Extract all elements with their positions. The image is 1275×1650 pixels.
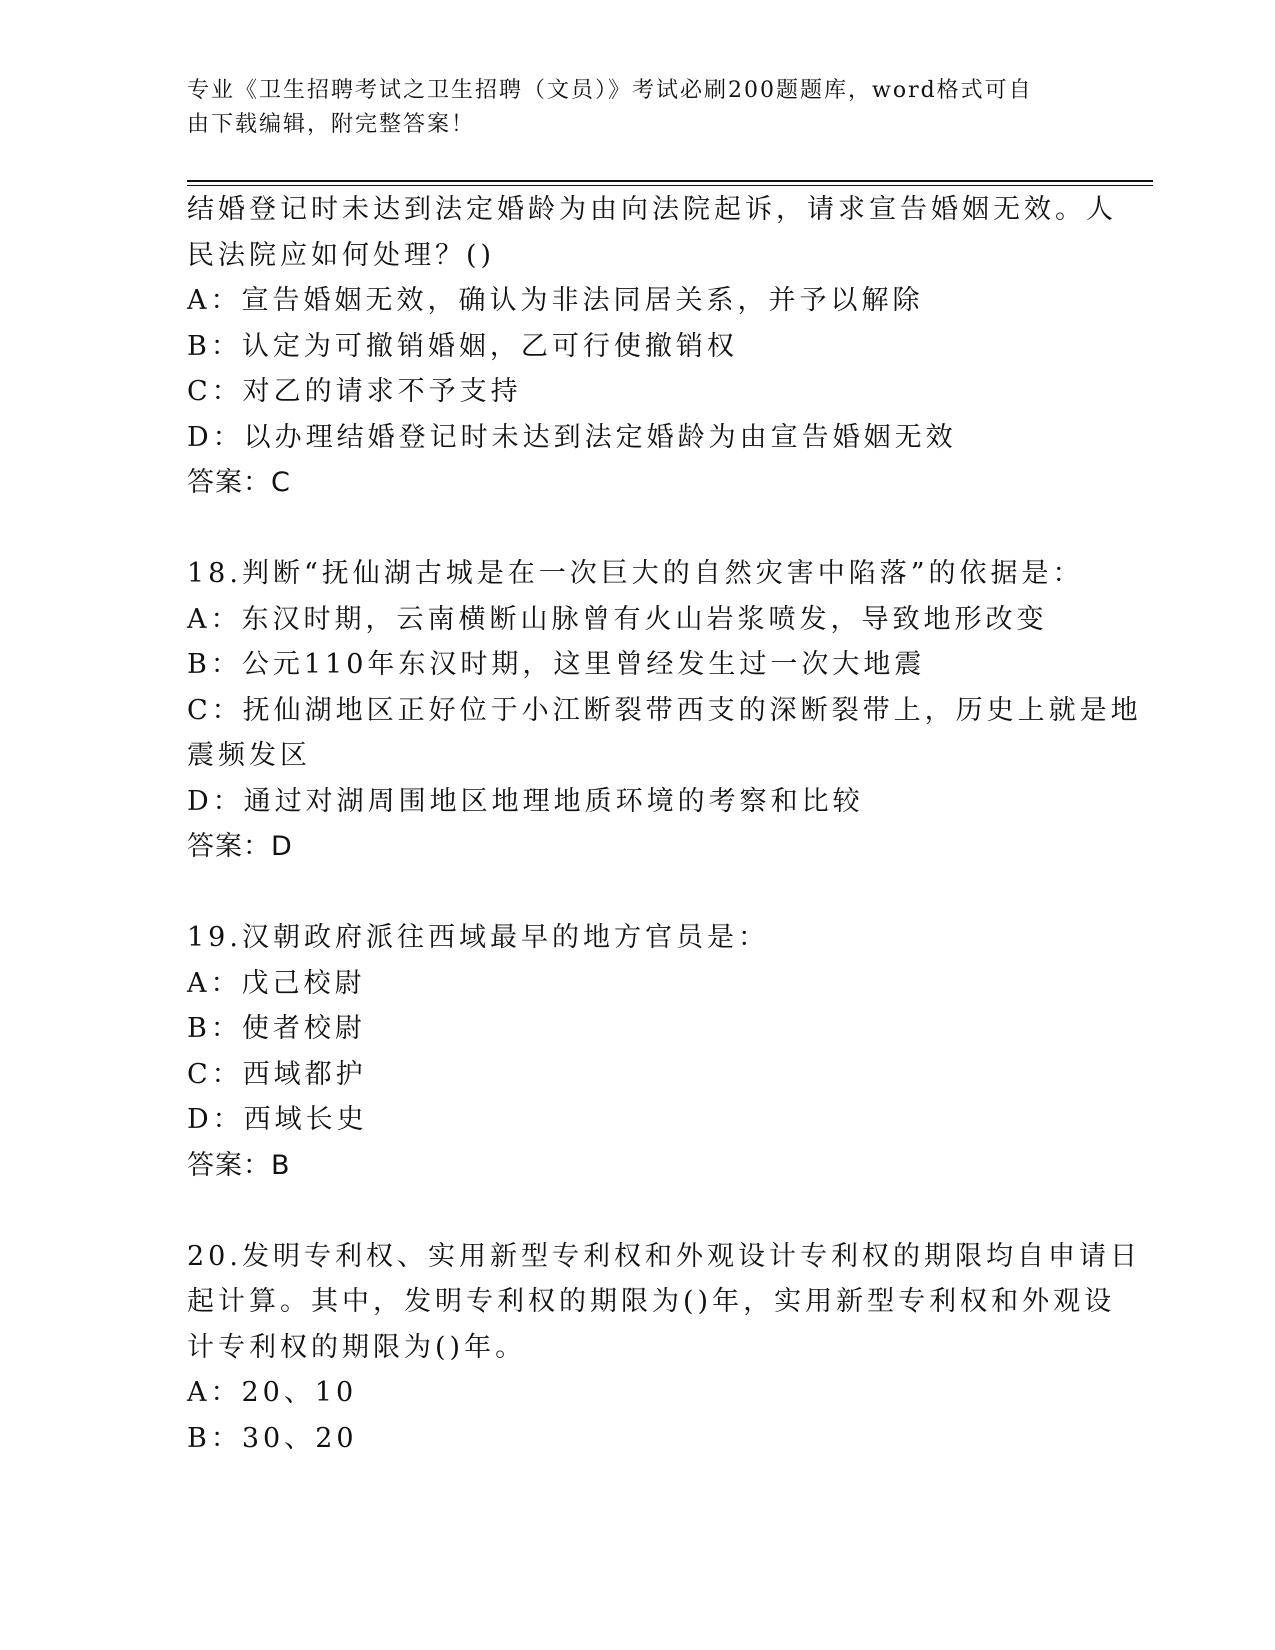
question-stem: 计专利权的期限为()年。 — [187, 1331, 527, 1363]
question-18 — [187, 551, 1142, 870]
option-a: A：戊己校尉 — [187, 967, 366, 999]
question-stem: 起计算。其中，发明专利权的期限为()年，实用新型专利权和外观设 — [187, 1286, 1116, 1317]
option-d: D：以办理结婚登记时未达到法定婚龄为由宣告婚姻无效 — [187, 421, 957, 453]
option-a: A：20、10 — [187, 1377, 358, 1408]
answer: 答案：C — [187, 467, 291, 498]
option-d: D：西域长史 — [187, 1104, 368, 1135]
question-stem: 结婚登记时未达到法定婚龄为由向法院起诉，请求宣告婚姻无效。人 — [187, 194, 1117, 225]
question-list — [187, 187, 1142, 1461]
question-stem: 民法院应如何处理？() — [187, 239, 496, 271]
header-line-1: 专业《卫生招聘考试之卫生招聘（文员）》考试必刷200题题库，word格式可自 — [187, 78, 1033, 103]
answer: 答案：D — [187, 831, 293, 862]
option-d: D：通过对湖周围地区地理地质环境的考察和比较 — [187, 785, 864, 817]
option-c-continued: 震频发区 — [187, 740, 311, 771]
option-c: C：西域都护 — [187, 1058, 367, 1090]
answer: 答案：B — [187, 1149, 291, 1181]
header-line-2: 由下载编辑，附完整答案！ — [187, 112, 476, 137]
spacer — [187, 1188, 1087, 1234]
option-a: A：宣告婚姻无效，确认为非法同居关系，并予以解除 — [187, 285, 924, 316]
spacer — [187, 506, 1087, 552]
question-stem: 19.汉朝政府派往西域最早的地方官员是： — [187, 922, 769, 953]
option-b: B：公元110年东汉时期，这里曾经发生过一次大地震 — [187, 649, 926, 680]
option-b: B：30、20 — [187, 1422, 358, 1454]
option-b: B：认定为可撤销婚姻，乙可行使撤销权 — [187, 330, 738, 362]
question-20 — [187, 1234, 1141, 1462]
header-divider-thick — [187, 180, 1153, 182]
document-header — [187, 74, 1077, 142]
option-a: A：东汉时期，云南横断山脉曾有火山岩浆喷发，导致地形改变 — [187, 603, 1048, 635]
question-stem: 20.发明专利权、实用新型专利权和外观设计专利权的期限均自申请日 — [187, 1240, 1141, 1272]
option-c: C：对乙的请求不予支持 — [187, 376, 522, 407]
header-divider-thin — [187, 185, 1153, 186]
question-19 — [187, 915, 1087, 1188]
question-17 — [187, 187, 1117, 506]
option-b: B：使者校尉 — [187, 1013, 366, 1044]
option-c: C：抚仙湖地区正好位于小江断裂带西支的深断裂带上，历史上就是地 — [187, 694, 1142, 726]
spacer — [187, 870, 1087, 916]
question-stem: 18.判断“抚仙湖古城是在一次巨大的自然灾害中陷落”的依据是： — [187, 558, 1084, 589]
